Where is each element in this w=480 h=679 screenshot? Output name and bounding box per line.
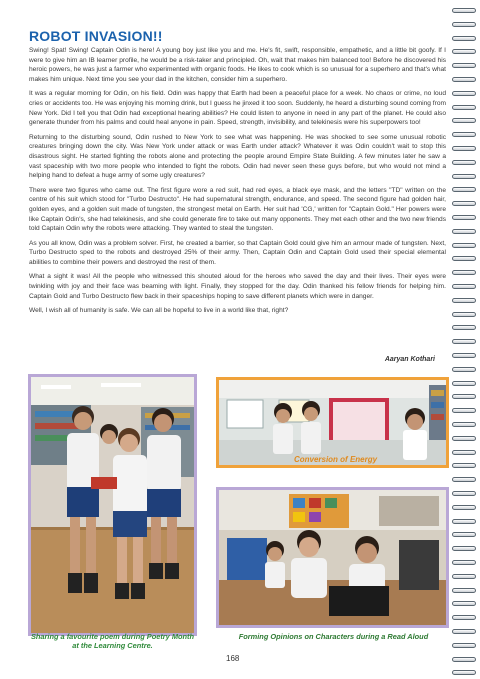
story-paragraph: As you all know, Odin was a problem solver. First, he created a barrier, so that Captain Gold could give him an armour made of tungsten. Next, Turbo Destructo sped to the robots and destroyed 25% of their army. Then, Captain Odin and Captain Gold used their special elemental abilities to combine their powers and destroyed the rest of them. — [29, 239, 446, 266]
binding-ring — [452, 229, 476, 234]
binding-ring — [452, 532, 476, 537]
binding-ring — [452, 312, 476, 317]
photo-caption-energy: Conversion of Energy — [293, 455, 378, 464]
binding-ring — [452, 146, 476, 151]
binding-ring — [452, 160, 476, 165]
binding-ring — [452, 601, 476, 606]
photo-caption-poetry: Sharing a favourite poem during Poetry Month at the Learning Centre. — [30, 632, 195, 650]
binding-ring — [452, 284, 476, 289]
binding-ring — [452, 77, 476, 82]
binding-ring — [452, 436, 476, 441]
article-title: ROBOT INVASION!! — [29, 28, 163, 44]
binding-ring — [452, 243, 476, 248]
binding-ring — [452, 187, 476, 192]
binding-ring — [452, 215, 476, 220]
binding-ring — [452, 615, 476, 620]
binding-ring — [452, 546, 476, 551]
photo-read-aloud — [216, 487, 449, 628]
story-body — [29, 46, 446, 321]
binding-ring — [452, 298, 476, 303]
binding-ring — [452, 670, 476, 675]
story-paragraph: There were two figures who came out. The first figure wore a red suit, had red eyes, a black eye mask, and the letters "TD" written on the centre of his suit which stood for "Turbo Destructo". He had supernatural strength, endurance, and speed. The second figure had golden hair, golden eyes, and a golden suit made of tungsten, the strongest metal on Earth. Her suit had 'CG,' written for "Captain Gold." Her powers were like Captain Odin's, she had telekinesis, and she could generate fire to take out many opponents. They met each other and the two new friends told Captain Odin why the robots were attacking. They wanted to steal the tungsten. — [29, 186, 446, 233]
binding-ring — [452, 643, 476, 648]
binding-ring — [452, 8, 476, 13]
binding-ring — [452, 422, 476, 427]
photo-poetry-month — [28, 374, 197, 636]
binding-ring — [452, 657, 476, 662]
binding-ring — [452, 132, 476, 137]
story-paragraph: Swing! Spat! Swing! Captain Odin is here! A young boy just like you and me. He's fit, swift, responsible, empathetic, and a little bit goofy. If I were to give him an IB learner profile, he would be a risk-taker and principled. Oh, wait that makes him balanced too! Before he discovered his heroic powers, he was just a farmer who experimented with organic foods. He likes to cook which is so unusual for a superhero and that's what makes him unique. Next time you see your dad in the kitchen, consider him a superhero. — [29, 47, 446, 83]
binding-ring — [452, 63, 476, 68]
binding-ring — [452, 339, 476, 344]
binding-ring — [452, 36, 476, 41]
binding-ring — [452, 91, 476, 96]
binding-ring — [452, 270, 476, 275]
binding-ring — [452, 325, 476, 330]
binding-ring — [452, 367, 476, 372]
binding-ring — [452, 174, 476, 179]
spiral-binding — [450, 0, 480, 679]
binding-ring — [452, 49, 476, 54]
binding-ring — [452, 588, 476, 593]
story-paragraph: Well, I wish all of humanity is safe. We can all be hopeful to live in a world like that, right? — [29, 307, 289, 315]
binding-ring — [452, 353, 476, 358]
binding-ring — [452, 381, 476, 386]
binding-ring — [452, 574, 476, 579]
binding-ring — [452, 22, 476, 27]
binding-ring — [452, 408, 476, 413]
binding-ring — [452, 118, 476, 123]
story-paragraph: What a sight it was! All the people who witnessed this shouted aloud for the heroes who saved the day and their lives. Their eyes were twinkling with joy and their face was beaming with light. Finally, they stopped for the day. Odin thanked his fellow friends for helping him. Captain Gold and Turbo Destructo flew back in their spaceships hoping to save different planets which were in danger. — [29, 273, 446, 300]
story-paragraph: Returning to the disturbing sound, Odin rushed to New York to see what was happening. He was shocked to see some unusual robotic creatures bringing down the city. Was New York under attack or was Earth under attack? Whatever it was Odin couldn't wait to stop this disastrous sight. He started fighting the robots alone and protecting the people around Empire State Building. A few minutes later he saw a vast spaceship with two more people who intended to fight the robots. Odin had never seen these guys before, but who would not mind a helping hand to defeat a huge army of some ugly creatures? — [29, 133, 446, 180]
photo-caption-read-aloud: Forming Opinions on Characters during a Read Aloud — [238, 632, 429, 641]
binding-ring — [452, 394, 476, 399]
binding-ring — [452, 491, 476, 496]
author-name: Aaryan Kothari — [384, 356, 435, 363]
binding-ring — [452, 105, 476, 110]
binding-ring — [452, 256, 476, 261]
binding-ring — [452, 477, 476, 482]
story-paragraph: It was a regular morning for Odin, on his field. Odin was happy that Earth had been a peaceful place for a week. No chaos or crime, no loud cries or accidents too. He was enjoying his morning drink, but I guess he jinxed it too soon. Suddenly, he heard a disturbing sound coming from New York. Did I tell you that Odin had exceptional hearing abilities? He could listen to anyone in need in any part of the planet. He could also generate thunder from his palms and could heal anyone in pain. Speed, strength, invisibility, and telekinesis were his superpowers too! — [29, 90, 446, 127]
binding-ring — [452, 201, 476, 206]
page-number: 168 — [226, 654, 240, 663]
binding-ring — [452, 450, 476, 455]
binding-ring — [452, 505, 476, 510]
binding-ring — [452, 463, 476, 468]
binding-ring — [452, 629, 476, 634]
binding-ring — [452, 519, 476, 524]
binding-ring — [452, 560, 476, 565]
